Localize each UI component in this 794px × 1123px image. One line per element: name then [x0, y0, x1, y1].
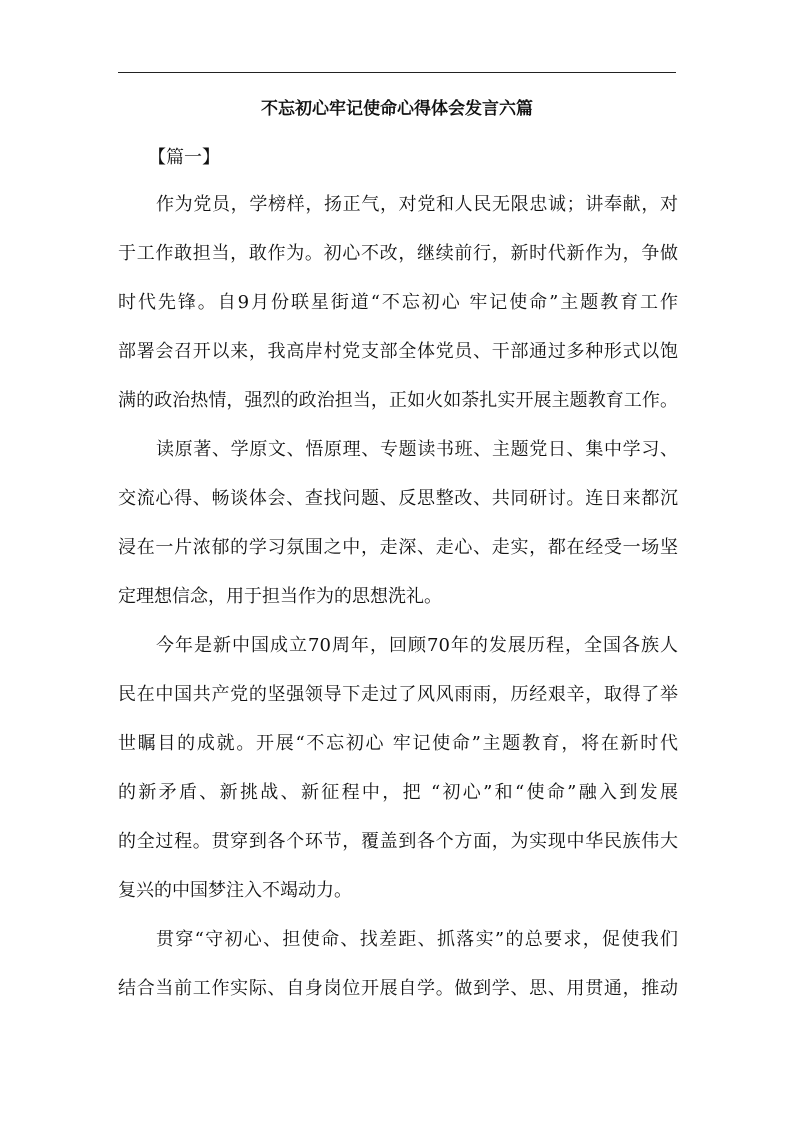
paragraph-3-line-6: 复兴的中国梦注入不竭动力。	[118, 880, 352, 901]
paragraph-2-line-4: 定理想信念，用于担当作为的思想洗礼。	[118, 586, 442, 607]
document-title: 不忘初心牢记使命心得体会发言六篇	[261, 99, 533, 119]
paragraph-4-line-2: 结合当前工作实际、自身岗位开展自学。做到学、思、用贯通，推动	[118, 978, 678, 999]
paragraph-3-line-4: 的新矛盾、新挑战、新征程中，把 “初心”和“使命”融入到发展	[118, 782, 678, 803]
paragraph-2-line-1: 读原著、学原文、悟原理、专题读书班、主题党日、集中学习、	[156, 439, 678, 460]
paragraph-2-line-3: 浸在一片浓郁的学习氛围之中，走深、走心、走实，都在经受一场坚	[118, 537, 678, 558]
paragraph-1-line-5: 满的政治热情，强烈的政治担当，正如火如荼扎实开展主题教育工作。	[118, 390, 678, 411]
section-heading: 【篇一】	[148, 147, 220, 168]
paragraph-1-line-4: 部署会召开以来，我高岸村党支部全体党员、干部通过多种形式以饱	[118, 341, 678, 362]
paragraph-2-line-2: 交流心得、畅谈体会、查找问题、反思整改、共同研讨。连日来都沉	[118, 488, 678, 509]
paragraph-3-line-2: 民在中国共产党的坚强领导下走过了风风雨雨，历经艰辛，取得了举	[118, 684, 678, 705]
paragraph-3-line-1: 今年是新中国成立70周年，回顾70年的发展历程，全国各族人	[156, 635, 678, 656]
paragraph-3-line-3: 世瞩目的成就。开展“不忘初心 牢记使命”主题教育，将在新时代	[118, 733, 678, 754]
paragraph-4-line-1: 贯穿“守初心、担使命、找差距、抓落实”的总要求，促使我们	[156, 929, 678, 950]
paragraph-3-line-5: 的全过程。贯穿到各个环节，覆盖到各个方面，为实现中华民族伟大	[118, 831, 678, 852]
paragraph-1-line-3: 时代先锋。自9月份联星街道“不忘初心 牢记使命”主题教育工作	[118, 292, 678, 313]
paragraph-1-line-1: 作为党员，学榜样，扬正气，对党和人民无限忠诚；讲奉献，对	[156, 194, 678, 215]
header-rule	[118, 72, 676, 73]
paragraph-1-line-2: 于工作敢担当，敢作为。初心不改，继续前行，新时代新作为，争做	[118, 243, 678, 264]
